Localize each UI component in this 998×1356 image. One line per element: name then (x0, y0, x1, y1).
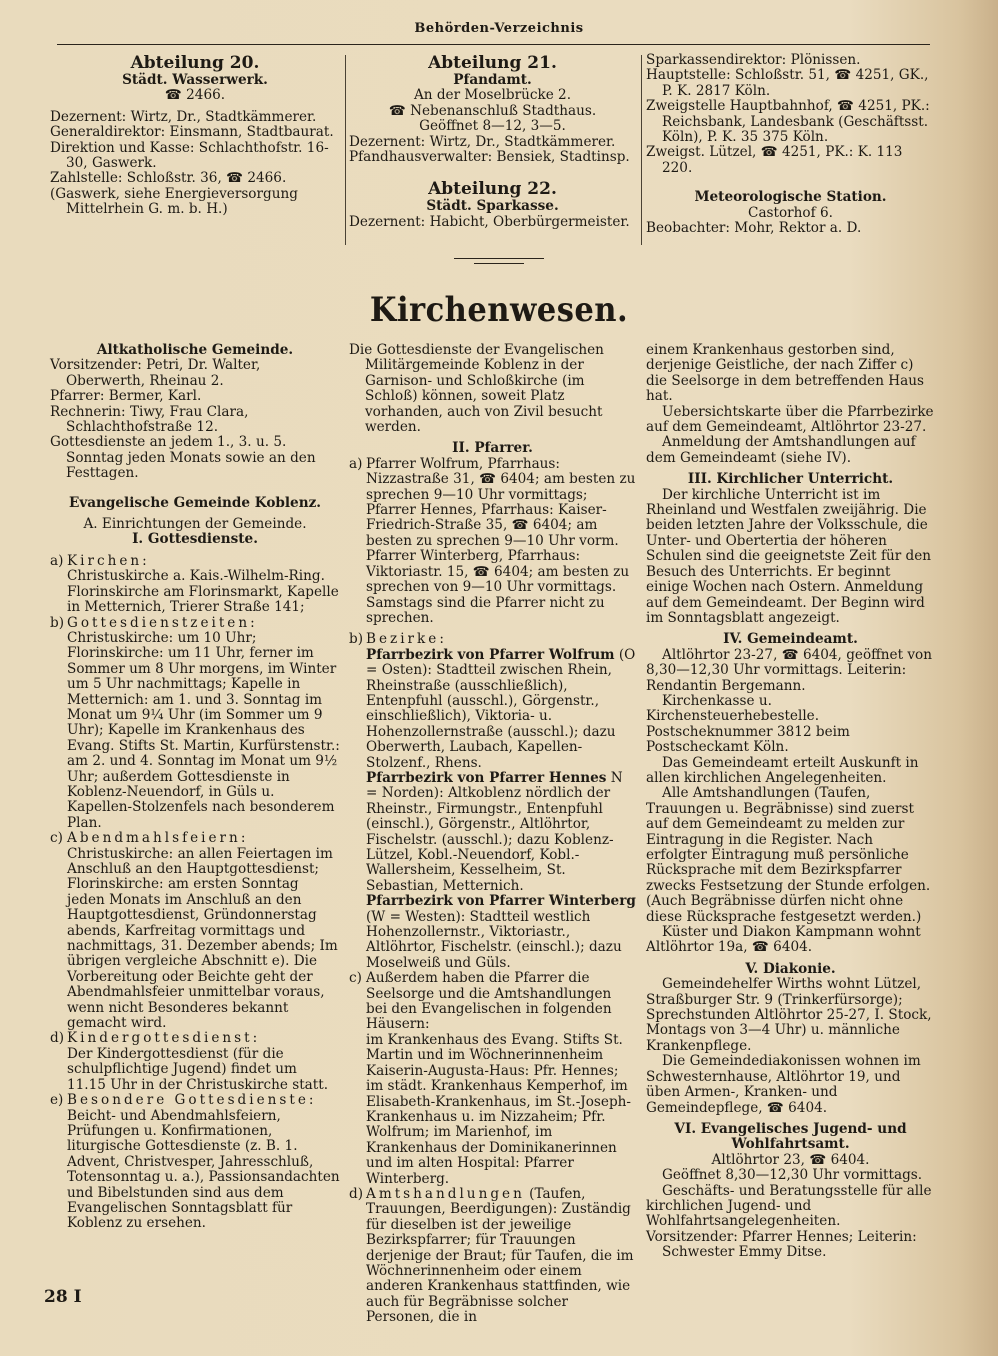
paragraph: Altlöhrtor 23, ☎ 6404. (711, 1151, 870, 1168)
column-2 (349, 343, 636, 1326)
paragraph: Geschäfts- und Beratungsstelle für alle kirchlichen Jugend- und Wohlfahrtsangelegenheiten. (646, 1182, 932, 1230)
section-subtitle: Städt. Wasserwerk. (122, 72, 268, 88)
column-divider (641, 55, 642, 245)
text-line: Castorhof 6. (748, 204, 833, 221)
text-line: Pfandhausverwalter: Bensiek, Stadtinsp. (349, 149, 630, 166)
text-line: Direktion und Kasse: Schlachthofstr. 16-30, Gaswerk. (50, 139, 329, 172)
item-label: e) (50, 1092, 64, 1109)
section-title: Abteilung 22. (428, 179, 557, 200)
text-line: Sparkassendirektor: Plönissen. (646, 52, 861, 68)
text-line: Zahlstelle: Schloßstr. 36, ☎ 2466. (50, 170, 287, 187)
running-head: Behörden-Verzeichnis (414, 21, 584, 36)
list-item: b) Bezirke: Pfarrbezirk von Pfarrer Wolfrum (O = Osten): Stadtteil zwischen Rhein, Rheinstraße (ausschließlich), Entenpfuhl (ausschl.), Görgenstr., einschließlich), Viktoria- u. Hohenzollernstraße (ausschl.); dazu Oberwerth, Laubach, Kapellen-Stolzenf., Rhens. Pfarrbezirk von Pfarrer Hennes N = Norden): Altkoblenz nördlich der Rheinstr., Firmungstr., Entenpfuhl (einschl.), Görgenstr., Altlöhrtor, Fischelstr. (ausschl.); dazu Koblenz-Lützel, Kobl.-Neuendorf, Kobl.-Wallersheim, Kesselheim, St. Sebastian, Metternich. Pfarrbezirk von Pfarrer Winterberg (W = Westen): Stadtteil westlich Hohenzollernstr., Viktoriastr., Altlöhrtor, Fischelstr. (einschl.); dazu Moselweiß und Güls. (349, 631, 636, 971)
item-label: b) (50, 614, 65, 631)
section-title: Altkatholische Gemeinde. (96, 342, 294, 358)
paragraph: Altlöhrtor 23-27, ☎ 6404, geöffnet von 8,30—12,30 Uhr vormittags. Leiterin: Rendantin Bergemann. (646, 646, 932, 694)
text-line: An der Moselbrücke 2. (413, 87, 572, 104)
text-line: Beobachter: Mohr, Rektor a. D. (646, 220, 862, 237)
subsection-title: I. Gottesdienste. (132, 531, 258, 548)
text-line: Zweigst. Lützel, ☎ 4251, PK.: K. 113 220. (646, 144, 903, 176)
section-subtitle: Pfandamt. (453, 72, 532, 88)
main-title: Kirchenwesen. (369, 290, 629, 330)
text-line: Vorsitzender: Petri, Dr. Walter, Oberwerth, Rheinau 2. (50, 357, 261, 389)
item-label: d) (50, 1030, 65, 1047)
item-text: Christuskirche a. Kais.-Wilhelm-Ring. Florinskirche am Florinsmarkt, Kapelle in Metternich, Trierer Straße 141; (67, 568, 339, 616)
item-label: c) (50, 830, 63, 847)
item-heading: Kirchen: (67, 552, 150, 569)
item-text: Christuskirche: um 10 Uhr; Florinskirche: um 11 Uhr, ferner im Sommer um 8 Uhr morgens, im Winter um 5 Uhr nachmittags; Kapelle in Metternich: am 1. und 3. Sonntag im Monat um 9¼ Uhr (im Sommer um 9 Uhr); Kapelle im Krankenhaus des Evang. Stifts St. Martin, Kurfürstenstr.: am 2. und 4. Sonntag im Monat um 9½ Uhr; außerdem Gottesdienste in Koblenz-Neuendorf, in Güls u. Kapellen-Stolzenfels nach besonderem Plan. (67, 629, 340, 831)
item-text: Christuskirche: an allen Feiertagen im Anschluß an den Hauptgottesdienst; Florinskirche: am ersten Sonntag jeden Monats im Anschluß an den Hauptgottesdienst, Gründonnerstag abends, Karfreitag vormittags und nachmittags, 31. Dezember abends; Im übrigen vergleiche Abschnitt e). Die Vorbereitung oder Beichte geht der Abendmahlsfeier unmittelbar voraus, wenn nicht Besonderes bekannt gemacht wird. (67, 845, 338, 1032)
item-text: (Taufen, Trauungen, Beerdigungen): Zuständig für dieselben ist der jeweilige Bezirkspfarrer; für Trauungen derjenige der Braut; für Taufen, die im Wöchnerinnenheim oder einem anderen Krankenhaus stattfinden, wie auch für Begräbnisse solcher Personen, die in (366, 1185, 634, 1326)
list-item (50, 554, 340, 616)
list-item: c) Außerdem haben die Pfarrer die Seelsorge und die Amtshandlungen bei den Evangelischen in folgenden Häusern: im Krankenhaus des Evang. Stifts St. Martin und im Wöchnerinnenheim Kaiserin-Augusta-Haus: Pfr. Hennes; im städt. Krankenhaus Kemperhof, im Elisabeth-Krankenhaus, im St.-Joseph-Krankenhaus u. im Nizzaheim; Pfr. Wolfrum; im Marienhof, im Krankenhaus der Dominikanerinnen und im alten Hospital: Pfarrer Winterberg. (349, 971, 636, 1187)
district-text: (O = Osten): Stadtteil zwischen Rhein, Rheinstraße (ausschließlich), Entenpfuhl (ausschl.), Görgenstr., einschließlich), Viktoria- u. Hohenzollernstraße (ausschl.); dazu Oberwerth, Laubach, Kapellen-Stolzenf., Rhens. (366, 646, 636, 771)
paragraph: Uebersichtskarte über die Pfarrbezirke auf dem Gemeindeamt, Altlöhrtor 23-27. (646, 403, 934, 436)
phone-line (50, 88, 340, 103)
text-line: Dezernent: Wirtz, Dr., Stadtkämmerer. (50, 108, 317, 125)
top-column-2 (349, 53, 636, 230)
item-heading: Kindergottesdienst: (67, 1030, 261, 1047)
list-item (50, 831, 340, 1031)
item-heading: Abendmahlsfeiern: (67, 830, 249, 847)
district-text: N = Norden): Altkoblenz nördlich der Rheinstr., Firmungstr., Entenpfuhl (einschl.), Görgenstr., Altlöhrtor, Fischelstr. (ausschl.); dazu Koblenz-Lützel, Kobl.-Neuendorf, Kobl.-Wallersheim, Kesselheim, St. Sebastian, Metternich. (366, 769, 623, 894)
list-item (50, 1031, 340, 1093)
district-heading: Pfarrbezirk von Pfarrer Hennes (366, 769, 607, 786)
list-item: d) Amtshandlungen (Taufen, Trauungen, Beerdigungen): Zuständig für dieselben ist der jeweilige Bezirkspfarrer; für Trauungen derjenige der Braut; für Taufen, die im Wöchnerinnenheim oder einem anderen Krankenhaus stattfinden, wie auch für Begräbnisse solcher Personen, die in (349, 1185, 634, 1326)
list-item: a) Pfarrer Wolfrum, Pfarrhaus: Nizzastraße 31, ☎ 6404; am besten zu sprechen 9—10 Uhr vormittags; Pfarrer Hennes, Pfarrhaus: Kaiser-Friedrich-Straße 35, ☎ 6404; am besten zu sprechen 9—10 Uhr vorm. Pfarrer Winterberg, Pfarrhaus: Viktoriastr. 15, ☎ 6404; am besten zu sprechen von 9—10 Uhr vormittags. Samstags sind die Pfarrer nicht zu sprechen. (349, 455, 636, 626)
item-text: Außerdem haben die Pfarrer die Seelsorge und die Amtshandlungen bei den Evangelischen in folgenden Häusern: (366, 970, 612, 1033)
item-heading: Amtshandlungen (366, 1185, 525, 1202)
title-rule (474, 263, 524, 264)
paragraph: Die Gemeindediakonissen wohnen im Schwesternhause, Altlöhrtor 19, und üben Armen-, Kranken- und Gemeindepflege, ☎ 6404. (646, 1053, 921, 1116)
item-heading: Bezirke: (366, 631, 447, 648)
paragraph: Geöffnet 8,30—12,30 Uhr vormittags. (662, 1167, 923, 1184)
paragraph: Anmeldung der Amtshandlungen auf dem Gemeindeamt (siehe IV). (646, 434, 916, 466)
district-heading: Pfarrbezirk von Pfarrer Wolfrum (366, 646, 615, 663)
paragraph: Küster und Diakon Kampmann wohnt Altlöhrtor 19a, ☎ 6404. (646, 924, 921, 956)
header-rule (57, 44, 930, 45)
paragraph: Gemeindehelfer Wirths wohnt Lützel, Straßburger Str. 9 (Trinkerfürsorge); Sprechstunden Altlöhrtor 25-27, I. Stock, Montags von 3—4 Uhr) u. männliche Krankenpflege. (646, 976, 932, 1054)
list-item (50, 616, 340, 832)
section-subtitle: Meteorologische Station. (694, 189, 887, 206)
text-line: Rechnerin: Tiwy, Frau Clara, Schlachthofstraße 12. (50, 403, 249, 436)
district-text: (W = Westen): Stadtteil westlich Hohenzollernstr., Viktoriastr., Altlöhrtor, Fischelstr. (einschl.); dazu Moselweiß und Güls. (366, 908, 622, 971)
text-line: Hauptstelle: Schloßstr. 51, ☎ 4251, GK., P. K. 2817 Köln. (646, 67, 929, 99)
list-item (50, 1093, 340, 1232)
text-line: Generaldirektor: Einsmann, Stadtbaurat. (50, 124, 334, 141)
section-title: Abteilung 21. (428, 53, 557, 73)
phone-number: ☎ 2466. (164, 87, 226, 104)
paragraph: Kirchenkasse u. Kirchensteuerhebestelle. Postscheknummer 3812 beim Postscheckamt Köln. (646, 692, 850, 756)
top-column-1 (50, 53, 340, 218)
text-line: Dezernent: Wirtz, Dr., Stadtkämmerer. (349, 133, 616, 150)
paragraph: Das Gemeindeamt erteilt Auskunft in allen kirchlichen Angelegenheiten. (646, 754, 919, 786)
paragraph: Die Gottesdienste der Evangelischen Militärgemeinde Koblenz in der Garnison- und Schloßkirche (im Schloß) können, soweit Platz vorhanden, auch von Zivil besucht werden. (349, 342, 604, 436)
text-line: Zweigstelle Hauptbahnhof, ☎ 4251, PK.: Reichsbank, Landesbank (Geschäftsst. Köln), P. K. 35 375 Köln. (646, 98, 930, 146)
subsection-title: II. Pfarrer. (452, 440, 533, 457)
paragraph: Alle Amtshandlungen (Taufen, Trauungen u. Begräbnisse) sind zuerst auf dem Gemeindeamt zu melden zur Eintragung in die Register. Nach erfolgter Eintragung muß persönliche Rücksprache mit dem Bezirkspfarrer zwecks Festsetzung der Stunde erfolgen. (Auch Begräbnisse dürfen nicht ohne diese Rücksprache festgesetzt werden.) (646, 785, 931, 925)
text-line: Gottesdienste an jedem 1., 3. u. 5. Sonntag jeden Monats sowie an den Festtagen. (50, 434, 316, 482)
page-number: 28 I (44, 1287, 82, 1307)
column-3 (646, 343, 935, 1261)
paragraph: einem Krankenhaus gestorben sind, derjenige Geistliche, der nach Ziffer c) die Seelsorge in dem betreffenden Haus hat. (646, 342, 924, 405)
subsection-title: III. Kirchlicher Unterricht. (687, 471, 894, 488)
subsection-title: IV. Gemeindeamt. (723, 631, 858, 648)
section-title: Abteilung 20. (130, 53, 260, 73)
column-1 (50, 343, 340, 1232)
section-subtitle: Städt. Sparkasse. (426, 198, 559, 215)
item-label: a) (50, 552, 64, 569)
paragraph: Vorsitzender: Pfarrer Hennes; Leiterin: Schwester Emmy Ditse. (646, 1228, 917, 1261)
item-text: im Krankenhaus des Evang. Stifts St. Martin und im Wöchnerinnenheim Kaiserin-Augusta-Haus: Pfr. Hennes; im städt. Krankenhaus Kemperhof, im Elisabeth-Krankenhaus, im St.-Joseph-Krankenhaus u. im Nizzaheim; Pfr. Wolfrum; im Marienhof, im Krankenhaus der Dominikanerinnen und im alten Hospital: Pfarrer Winterberg. (366, 1031, 631, 1187)
text-line: Dezernent: Habicht, Oberbürgermeister. (349, 213, 630, 230)
text-line: (Gaswerk, siehe Energieversorgung Mittelrhein G. m. b. H.) (50, 185, 298, 218)
title-rule (454, 258, 544, 259)
column-divider (345, 55, 346, 245)
subsection-title: A. Einrichtungen der Gemeinde. (83, 516, 307, 533)
text-line: Pfarrer: Bermer, Karl. (50, 388, 202, 405)
subsection-title: V. Diakonie. (745, 960, 836, 977)
text-line: Geöffnet 8—12, 3—5. (419, 118, 566, 135)
district-heading: Pfarrbezirk von Pfarrer Winterberg (366, 893, 636, 910)
section-title: Evangelische Gemeinde Koblenz. (68, 494, 322, 511)
top-column-3 (646, 53, 935, 236)
item-text: Beicht- und Abendmahlsfeiern, Prüfungen u. Konfirmationen, liturgische Gottesdienste (z. B. 1. Advent, Christvesper, Jahresschluß, Totensonntag u. a.), Passionsandachten und Bibelstunden sind aus dem Evangelischen Sonntagsblatt für Koblenz zu ersehen. (67, 1107, 340, 1232)
subsection-title: VI. Evangelisches Jugend- und Wohlfahrtsamt. (674, 1120, 907, 1153)
item-text: Pfarrer Wolfrum, Pfarrhaus: Nizzastraße 31, ☎ 6404; am besten zu sprechen 9—10 Uhr vormittags; Pfarrer Hennes, Pfarrhaus: Kaiser-Friedrich-Straße 35, ☎ 6404; am besten zu sprechen 9—10 Uhr vorm. Pfarrer Winterberg, Pfarrhaus: Viktoriastr. 15, ☎ 6404; am besten zu sprechen von 9—10 Uhr vormittags. Samstags sind die Pfarrer nicht zu sprechen. (366, 455, 636, 626)
item-heading: Gottesdienstzeiten: (67, 614, 258, 631)
item-text: Der Kindergottesdienst (für die schulpflichtige Jugend) findet um 11.15 Uhr in der Christuskirche statt. (67, 1045, 329, 1093)
item-heading: Besondere Gottesdienste: (67, 1092, 317, 1109)
paragraph: Der kirchliche Unterricht ist im Rheinland und Westfalen zweijährig. Die beiden letzten Jahre der Volksschule, die Unter- und Obertertia der höheren Schulen sind die geeignetste Zeit für den Besuch des Unterrichts. Er beginnt einige Wochen nach Ostern. Anmeldung auf dem Gemeindeamt. Der Beginn wird im Sonntagsblatt angezeigt. (646, 486, 932, 626)
text-line: ☎ Nebenanschluß Stadthaus. (388, 102, 597, 119)
